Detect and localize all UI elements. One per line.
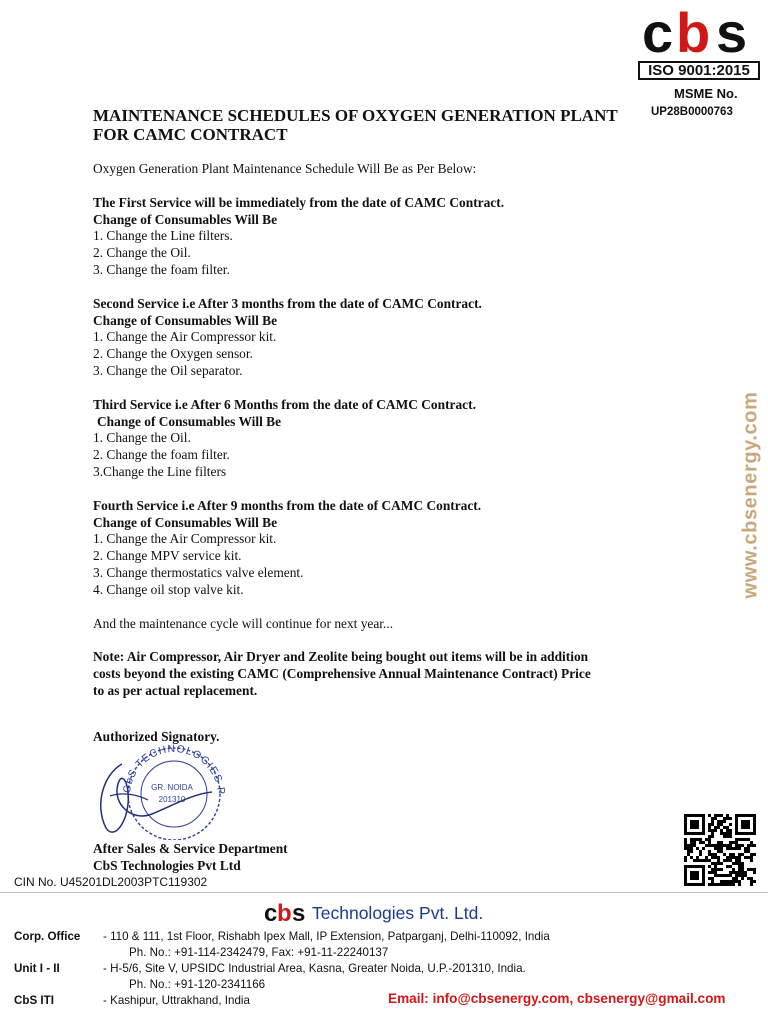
intro-text: Oxygen Generation Plant Maintenance Schedule Will Be as Per Below: [93, 161, 477, 176]
qr-code [684, 814, 756, 886]
footer-divider [0, 892, 768, 893]
document-title [93, 106, 653, 144]
list-item: 1. Change the Line filters. [93, 228, 233, 244]
list-item: 1. Change the Air Compressor kit. [93, 329, 277, 345]
section-heading: Third Service i.e After 6 Months from the date of CAMC Contract. [93, 396, 476, 412]
list-item: 2. Change the Oil. [93, 245, 191, 261]
section-heading: The First Service will be immediately from the date of CAMC Contract. [93, 194, 505, 210]
title-line: FOR CAMC CONTRACT [93, 125, 288, 144]
address-text: Ph. No.: +91-120-2341166 [129, 978, 266, 991]
closing-text: And the maintenance cycle will continue for next year... [93, 615, 394, 631]
department-block [93, 841, 288, 875]
section-subheading: Change of Consumables Will Be [93, 514, 278, 530]
service-section-fourth [93, 498, 683, 599]
iso-certification-badge: ISO 9001:2015 [638, 61, 760, 80]
service-section-first [93, 195, 683, 279]
section-heading: Second Service i.e After 3 months from the date of CAMC Contract. [93, 295, 482, 311]
section-subheading: Change of Consumables Will Be [93, 211, 278, 227]
consumables-list [93, 430, 683, 480]
address-label: Unit I - II [14, 962, 60, 975]
note-line: costs beyond the existing CAMC (Comprehensive Annual Maintenance Contract) Price [93, 666, 591, 682]
section-heading: Fourth Service i.e After 9 months from the date of CAMC Contract. [93, 497, 482, 513]
list-item: 4. Change oil stop valve kit. [93, 581, 244, 597]
svg-text:s: s [292, 901, 306, 925]
website-watermark-text: www.cbsenergy.com [739, 391, 762, 599]
company-logo [640, 4, 764, 62]
department-name: After Sales & Service Department [93, 841, 288, 856]
consumables-list [93, 531, 683, 598]
consumables-list [93, 228, 683, 278]
list-item: 2. Change MPV service kit. [93, 548, 242, 564]
contact-email[interactable]: Email: info@cbsenergy.com, cbsenergy@gmail.com [388, 991, 726, 1006]
msme-number: UP28B0000763 [651, 106, 733, 118]
cin-number: CIN No. U45201DL2003PTC119302 [14, 875, 208, 889]
svg-text:c: c [642, 4, 670, 62]
address-label: Corp. Office [14, 930, 81, 943]
note-line: to as per actual replacement. [93, 682, 258, 698]
footer-brand [264, 900, 483, 926]
section-subheading: Change of Consumables Will Be [93, 312, 278, 328]
svg-text:201310: 201310 [158, 795, 186, 804]
list-item: 3. Change the Oil separator. [93, 362, 243, 378]
note-line: Note: Air Compressor, Air Dryer and Zeolite being bought out items will be in addition [93, 649, 589, 665]
list-item: 2. Change the foam filter. [93, 447, 230, 463]
list-item: 3. Change the foam filter. [93, 261, 230, 277]
address-text: - 110 & 111, 1st Floor, Rishabh Ipex Mall, IP Extension, Patparganj, Delhi-110092, India [103, 930, 550, 943]
list-item: 2. Change the Oxygen sensor. [93, 346, 253, 362]
list-item: 1. Change the Air Compressor kit. [93, 531, 277, 547]
svg-text:CbS TECHNOLOGIES PVT LTD: CbS TECHNOLOGIES P [120, 744, 228, 796]
svg-text:b: b [676, 4, 707, 62]
authorized-signatory-label: Authorized Signatory. [93, 729, 220, 744]
note-paragraph [93, 649, 683, 699]
list-item: 3.Change the Line filters [93, 463, 227, 479]
svg-text:b: b [277, 901, 292, 925]
msme-label: MSME No. [674, 86, 738, 101]
address-text: Ph. No.: +91-114-2342479, Fax: +91-11-22240137 [129, 946, 389, 959]
service-section-second [93, 296, 683, 380]
website-watermark [741, 350, 761, 640]
document-body [93, 161, 683, 700]
footer-logo [264, 901, 308, 925]
list-item: 1. Change the Oil. [93, 430, 191, 446]
footer-company-name: Technologies Pvt. Ltd. [312, 902, 484, 923]
address-text: - H-5/6, Site V, UPSIDC Industrial Area, Kasna, Greater Noida, U.P.-201310, India. [103, 962, 526, 975]
svg-text:c: c [264, 901, 278, 925]
address-label: CbS ITI [14, 994, 54, 1007]
title-line: MAINTENANCE SCHEDULES OF OXYGEN GENERATION PLANT [93, 106, 618, 125]
section-subheading: Change of Consumables Will Be [97, 413, 282, 429]
svg-text:s: s [716, 4, 744, 62]
service-section-third [93, 397, 683, 481]
company-name: CbS Technologies Pvt Ltd [93, 857, 241, 873]
svg-text:GR. NOIDA: GR. NOIDA [151, 783, 193, 792]
company-stamp-and-signature [92, 744, 232, 840]
address-text: - Kashipur, Uttrakhand, India [103, 994, 250, 1007]
list-item: 3. Change thermostatics valve element. [93, 564, 304, 580]
consumables-list [93, 329, 683, 379]
